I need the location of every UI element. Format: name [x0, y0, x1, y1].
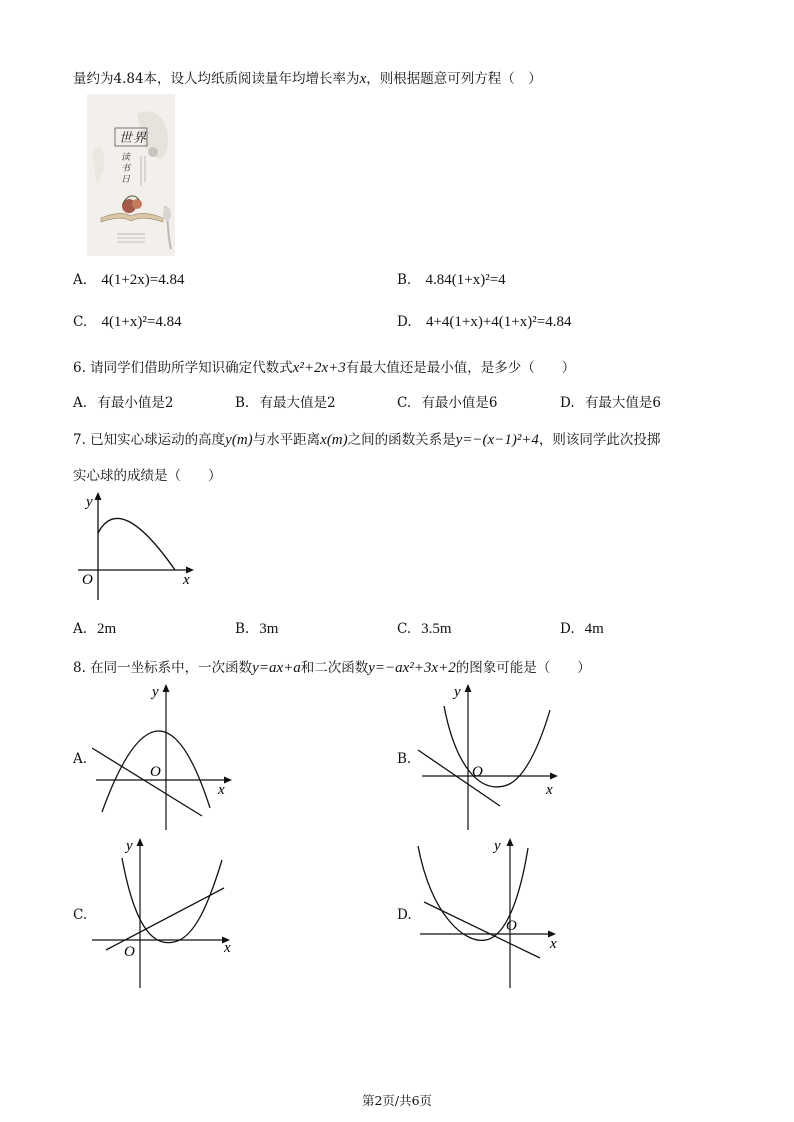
q5-variable: x [359, 71, 367, 87]
q8-option-c-graph[interactable] [86, 834, 238, 990]
q7-option-a[interactable] [73, 621, 116, 638]
q8-b-x-label: x [546, 782, 553, 798]
q7-trajectory-graph [70, 488, 200, 608]
poster-sub-1: 读 [121, 152, 131, 162]
q8-b-y-arrow-icon [465, 684, 472, 692]
q6-option-b-text: 有最大值是2 [259, 395, 336, 411]
q8-a-x-label: x [218, 782, 225, 798]
q6-stem-b: 有最大值还是最小值，是多少（ ） [345, 360, 576, 376]
q8-a-x-arrow-icon [224, 777, 232, 784]
q8-d-origin-label: O [506, 918, 517, 934]
q7-stem-c: 之间的函数关系是 [347, 432, 456, 448]
q7-function: y=−(x−1)²+4 [455, 432, 539, 448]
q7-option-d[interactable] [560, 621, 604, 638]
q6-option-b[interactable] [235, 391, 336, 411]
q7-stem-d: ，则该同学此次投掷 [538, 432, 661, 448]
q7-option-d-label: D. [560, 621, 575, 637]
poster-sub-2: 书 [121, 163, 131, 173]
q5-stem-line [73, 67, 542, 88]
q8-option-a-label[interactable]: A. [73, 751, 88, 767]
q8-option-b-graph[interactable] [416, 680, 566, 832]
q8-a-line [92, 748, 202, 816]
q8-b-x-arrow-icon [550, 773, 558, 780]
q7-stem-line-1 [73, 428, 660, 449]
q5-option-c-label: C. [73, 314, 88, 330]
q7-option-c-label: C. [397, 621, 412, 637]
q8-d-line [424, 902, 540, 958]
poster-sub-3: 日 [121, 174, 131, 184]
q8-d-y-arrow-icon [507, 838, 514, 846]
q5-option-a-formula: 4(1+2x)=4.84 [101, 272, 185, 288]
q8-stem-b: 和二次函数 [300, 660, 369, 676]
q6-option-d-text: 有最大值是6 [584, 395, 662, 411]
q7-stem-b: 与水平距离 [252, 432, 321, 448]
q7-option-c-text: 3.5m [421, 621, 452, 637]
q5-option-d-label: D. [397, 314, 412, 330]
q6-option-c-text: 有最小值是6 [421, 395, 498, 411]
q6-expression: x²+2x+3 [292, 360, 346, 376]
q6-option-c-label: C. [397, 395, 412, 411]
q8-c-y-arrow-icon [137, 838, 144, 846]
poster-title-2: 界 [133, 130, 147, 145]
q7-origin-label: O [82, 572, 93, 588]
q7-x-label: x [183, 572, 190, 588]
q8-quadratic-function: y=−ax²+3x+2 [368, 660, 456, 676]
q6-option-c[interactable] [397, 391, 498, 411]
q8-c-line [106, 888, 224, 950]
q6-option-d-label: D. [560, 395, 575, 411]
q8-option-c-label[interactable]: C. [73, 907, 88, 923]
q8-c-parabola [122, 858, 222, 943]
q8-d-x-label: x [550, 936, 557, 952]
q8-b-line [418, 750, 500, 806]
q7-stem-a: 7. 已知实心球运动的高度 [73, 432, 226, 448]
q6-option-b-label: B. [235, 395, 250, 411]
q5-option-b-label: B. [397, 272, 412, 288]
q6-option-a-text: 有最小值是2 [97, 395, 174, 411]
q8-a-origin-label: O [150, 764, 161, 780]
q7-y-label: y [86, 494, 93, 510]
q8-option-d-graph[interactable] [410, 834, 562, 990]
q8-d-y-label: y [494, 838, 501, 854]
q6-option-a[interactable] [73, 391, 173, 411]
q7-option-b-label: B. [235, 621, 250, 637]
q7-stem-line-2: 实心球的成绩是（ ） [73, 468, 222, 484]
q8-stem [73, 656, 591, 677]
poster-title-1: 世 [119, 130, 133, 145]
q5-option-b[interactable] [397, 272, 506, 289]
q7-parabola [98, 518, 175, 570]
q5-option-c[interactable] [73, 314, 182, 331]
q5-option-d[interactable] [397, 314, 571, 331]
q8-option-d-label[interactable]: D. [397, 907, 412, 923]
q5-stem-intro: 量约为4.84本，设人均纸质阅读量年均增长率为 [73, 71, 360, 87]
q6-stem [73, 356, 575, 377]
q8-c-x-label: x [224, 940, 231, 956]
q8-b-parabola [444, 706, 550, 787]
q6-stem-a: 6. 请同学们借助所学知识确定代数式 [73, 360, 293, 376]
q7-option-c[interactable] [397, 621, 452, 638]
q5-option-a[interactable] [73, 272, 185, 289]
q8-c-y-label: y [126, 838, 133, 854]
q7-option-d-text: 4m [584, 621, 604, 637]
q5-option-b-formula: 4.84(1+x)²=4 [425, 272, 506, 288]
q5-option-c-formula: 4(1+x)²=4.84 [101, 314, 182, 330]
q7-option-a-text: 2m [97, 621, 117, 637]
q7-option-b-text: 3m [259, 621, 279, 637]
q5-stem-end: ，则根据题意可列方程（ ） [366, 71, 542, 87]
q5-option-a-label: A. [73, 272, 88, 288]
q7-option-a-label: A. [73, 621, 88, 637]
q8-option-b-label[interactable]: B. [397, 751, 412, 767]
q8-a-y-label: y [152, 684, 159, 700]
page-footer: 第2页/共6页 [361, 1093, 433, 1108]
q8-stem-c: 的图象可能是（ ） [455, 660, 591, 676]
q8-c-origin-label: O [124, 944, 135, 960]
q8-stem-a: 8. 在同一坐标系中，一次函数 [73, 660, 253, 676]
q7-y-arrow-icon [95, 492, 102, 500]
q8-option-a-graph[interactable] [92, 680, 242, 832]
q7-x-unit: x(m) [320, 432, 348, 448]
q8-linear-function: y=ax+a [252, 660, 301, 676]
q7-y-unit: y(m) [225, 432, 253, 448]
q6-option-a-label: A. [73, 395, 88, 411]
q7-option-b[interactable] [235, 621, 278, 638]
q8-b-y-label: y [454, 684, 461, 700]
q5-option-d-formula: 4+4(1+x)+4(1+x)²=4.84 [425, 314, 572, 330]
q8-b-origin-label: O [472, 764, 483, 780]
q8-a-y-arrow-icon [163, 684, 170, 692]
world-book-day-poster [87, 94, 175, 256]
q6-option-d[interactable] [560, 391, 661, 411]
